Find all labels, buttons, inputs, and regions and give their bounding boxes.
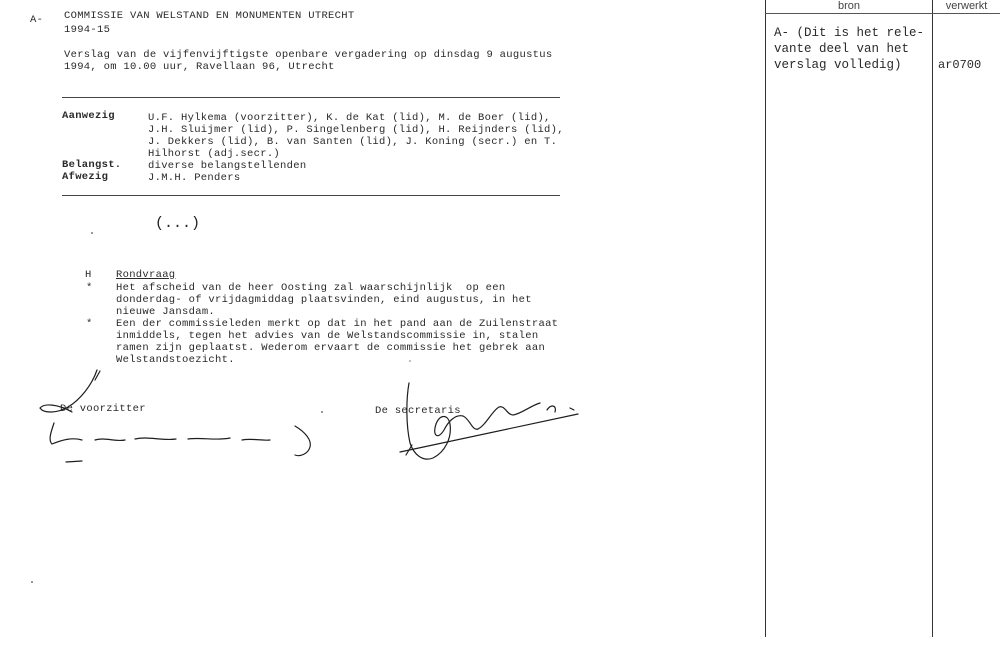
bullet: * bbox=[86, 318, 93, 330]
column-header-source: bron bbox=[837, 0, 861, 12]
chair-signature-stroke bbox=[40, 370, 97, 412]
secretary-signature-stroke bbox=[547, 406, 555, 412]
section-letter: H bbox=[85, 269, 92, 281]
source-note-line: verslag volledig) bbox=[774, 58, 902, 72]
source-note-line: vante deel van het bbox=[774, 42, 910, 56]
chair-signature-stroke bbox=[66, 461, 82, 462]
secretary-signature-label: De secretaris bbox=[375, 405, 461, 417]
absent-value: J.M.H. Penders bbox=[148, 172, 241, 184]
column-header-processed: verwerkt bbox=[945, 0, 988, 12]
margin-mark: A- bbox=[30, 14, 44, 26]
section-title: Rondvraag bbox=[116, 269, 176, 281]
panel-column-divider bbox=[932, 0, 933, 637]
panel-left-border bbox=[765, 0, 766, 637]
item-line: Een der commissieleden merkt op dat in het pand aan de Zuilenstraat bbox=[116, 318, 559, 330]
present-line: J.H. Sluijmer (lid), P. Singelenberg (lid), H. Reijnders (lid), bbox=[148, 124, 564, 136]
secretary-signature-stroke bbox=[407, 383, 540, 459]
report-line-1: Verslag van de vijfenvijftigste openbare vergadering op dinsdag 9 augustus bbox=[64, 49, 553, 61]
chair-signature-stroke bbox=[295, 426, 310, 456]
document-title: COMMISSIE VAN WELSTAND EN MONUMENTEN UTRECHT bbox=[64, 10, 355, 22]
item-line: donderdag- of vrijdagmiddag plaatsvinden, eind augustus, in het bbox=[116, 294, 532, 306]
item-line: Welstandstoezicht. bbox=[116, 354, 235, 366]
present-label: Aanwezig bbox=[62, 110, 115, 122]
document-number: 1994-15 bbox=[64, 24, 111, 36]
interested-label: Belangst. bbox=[62, 159, 122, 171]
processed-code: ar0700 bbox=[938, 58, 982, 72]
interested-value: diverse belangstellenden bbox=[148, 160, 307, 172]
chair-signature-label: De voorzitter bbox=[60, 403, 146, 415]
source-note-line: A- (Dit is het rele- bbox=[774, 26, 925, 40]
chair-signature-stroke bbox=[50, 423, 82, 444]
report-line-2: 1994, om 10.00 uur, Ravellaan 96, Utrecht bbox=[64, 61, 335, 73]
chair-signature-stroke bbox=[95, 438, 270, 440]
item-line: nieuwe Jansdam. bbox=[116, 306, 216, 318]
secretary-signature-stroke bbox=[570, 408, 574, 410]
present-line: U.F. Hylkema (voorzitter), K. de Kat (lid), M. de Boer (lid), bbox=[148, 112, 551, 124]
secretary-signature-stroke bbox=[400, 414, 578, 452]
absent-label: Afwezig bbox=[62, 171, 109, 183]
panel-header-rule bbox=[765, 13, 1000, 14]
item-line: inmiddels, tegen het advies van de Welstandscommissie in, stalen bbox=[116, 330, 539, 342]
item-line: ramen zijn geplaatst. Wederom ervaart de commissie het gebrek aan bbox=[116, 342, 546, 354]
omission-marker: (...) bbox=[155, 215, 201, 232]
present-line: J. Dekkers (lid), B. van Santen (lid), J. Koning (secr.) en T. bbox=[148, 136, 558, 148]
bullet: * bbox=[86, 282, 93, 294]
present-line: Hilhorst (adj.secr.) bbox=[148, 148, 281, 160]
item-line: Het afscheid van de heer Oosting zal waarschijnlijk op een bbox=[116, 282, 506, 294]
